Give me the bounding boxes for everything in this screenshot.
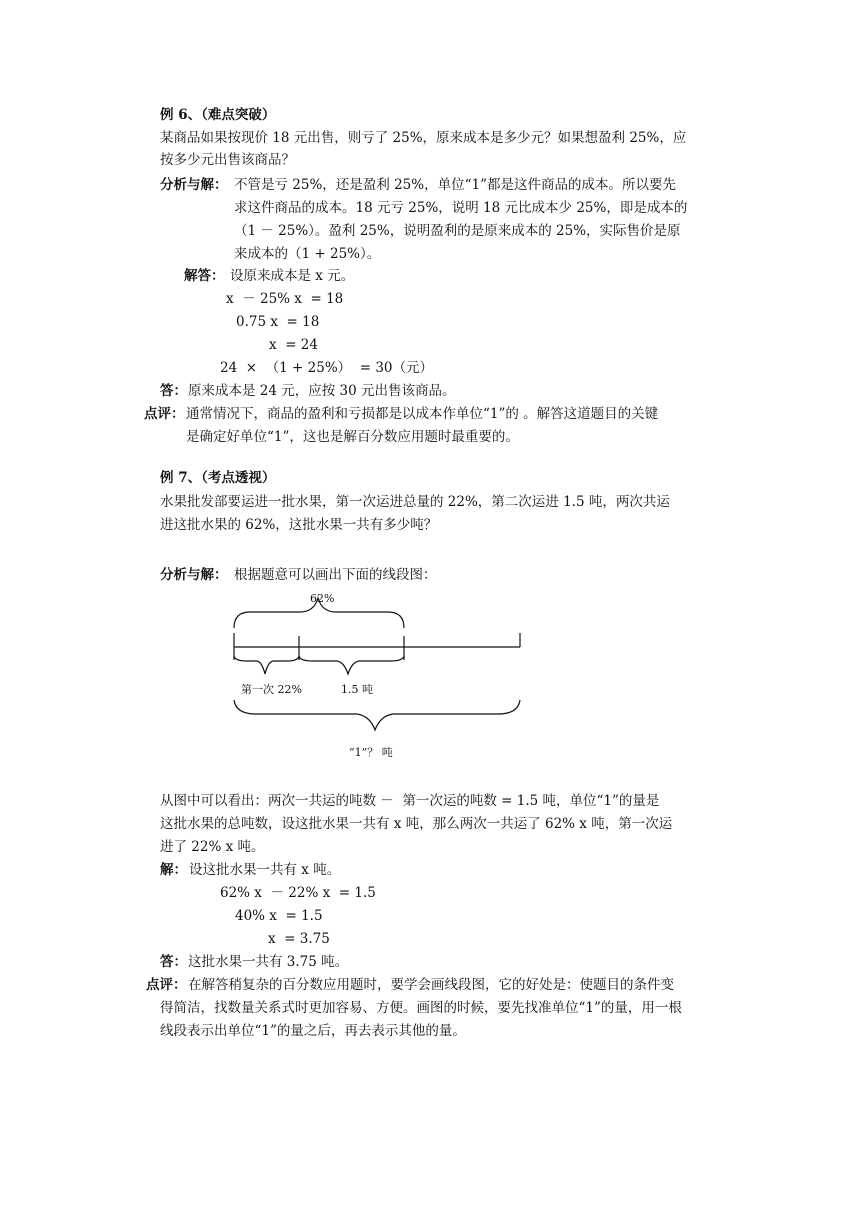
example-7-title: 例 7、（考点透视） — [160, 470, 276, 486]
example-6-equation-1: x － 25% x = 18 — [226, 291, 344, 307]
diagram-label-first: 第一次 22% — [241, 683, 302, 696]
example-7-comment-line-3: 线段表示出单位“1”的量之后，再去表示其他的量。 — [160, 1023, 466, 1039]
diagram-label-62-percent: 62% — [310, 592, 335, 605]
example-6-equation-2: 0.75 x = 18 — [236, 314, 320, 330]
example-7-explain-line-1: 从图中可以看出：两次一共运的吨数 － 第一次运的吨数 = 1.5 吨，单位“1”的量是 — [160, 793, 660, 809]
example-6-answer: 原来成本是 24 元，应按 30 元出售该商品。 — [188, 383, 456, 399]
example-7-equation-3: x = 3.75 — [268, 931, 330, 947]
example-7-comment-line-2: 得简洁，找数量关系式时更加容易、方便。画图的时候，要先找准单位“1”的量，用一根 — [160, 1000, 682, 1016]
example-6-solution-label: 解答： — [184, 268, 225, 284]
example-7-explain-line-3: 进了 22% x 吨。 — [160, 839, 265, 855]
example-6-title: 例 6、（难点突破） — [160, 107, 276, 123]
example-7-equation-2: 40% x = 1.5 — [235, 908, 323, 924]
brace-second-1-5-ton — [299, 656, 404, 674]
example-7-analysis-intro: 根据题意可以画出下面的线段图： — [234, 567, 437, 583]
example-6-analysis-line-3: （1 － 25%）。盈利 25%，说明盈利的是原来成本的 25%，实际售价是原 — [234, 223, 681, 239]
example-7-comment-label: 点评： — [146, 977, 187, 993]
example-6-comment-label: 点评： — [144, 406, 185, 422]
example-6-analysis-line-1: 不管是亏 25%，还是盈利 25%，单位“1”都是这件商品的成本。所以要先 — [234, 177, 676, 193]
example-7-answer-label: 答： — [160, 954, 187, 970]
brace-first-22-percent — [234, 656, 299, 674]
example-7-solution-intro: 设这批水果一共有 x 吨。 — [189, 862, 341, 878]
example-7-problem-line-2: 进这批水果的 62%，这批水果一共有多少吨？ — [160, 517, 438, 533]
diagram-label-total: “1”？ 吨 — [349, 746, 393, 759]
example-7-solution-label: 解： — [160, 862, 187, 878]
example-6-solution-intro: 设原来成本是 x 元。 — [230, 268, 355, 284]
example-7-answer: 这批水果一共有 3.75 吨。 — [188, 954, 349, 970]
example-6-comment-line-2: 是确定好单位“1”，这也是解百分数应用题时最重要的。 — [186, 429, 519, 445]
example-6-equation-4: 24 × （1 + 25%） = 30（元） — [220, 360, 434, 376]
example-6-problem-line-1: 某商品如果按现价 18 元出售，则亏了 25%，原来成本是多少元？如果想盈利 25%，应 — [160, 130, 687, 146]
example-7-comment-line-1: 在解答稍复杂的百分数应用题时，要学会画线段图，它的好处是：使题目的条件变 — [188, 977, 674, 993]
example-6-problem-line-2: 按多少元出售该商品？ — [160, 152, 295, 168]
example-7-equation-1: 62% x － 22% x = 1.5 — [220, 885, 376, 901]
example-7-explain-line-2: 这批水果的总吨数，设这批水果一共有 x 吨，那么两次一共运了 62% x 吨，第一次运 — [160, 816, 673, 832]
example-6-analysis-line-4: 来成本的（1 + 25%）。 — [234, 246, 381, 262]
example-7-analysis-label: 分析与解： — [160, 567, 228, 583]
example-6-answer-label: 答： — [160, 383, 187, 399]
example-7-problem-line-1: 水果批发部要运进一批水果，第一次运进总量的 22%，第二次运进 1.5 吨，两次共运 — [160, 494, 670, 510]
brace-total — [234, 700, 520, 730]
example-6-analysis-label: 分析与解： — [160, 177, 228, 193]
example-6-comment-line-1: 通常情况下，商品的盈利和亏损都是以成本作单位“1”的 。解答这道题目的关键 — [186, 406, 659, 422]
diagram-label-second: 1.5 吨 — [341, 683, 373, 696]
example-6-equation-3: x = 24 — [269, 337, 318, 353]
example-6-analysis-line-2: 求这件商品的成本。18 元亏 25%，说明 18 元比成本少 25%，即是成本的 — [234, 200, 688, 216]
